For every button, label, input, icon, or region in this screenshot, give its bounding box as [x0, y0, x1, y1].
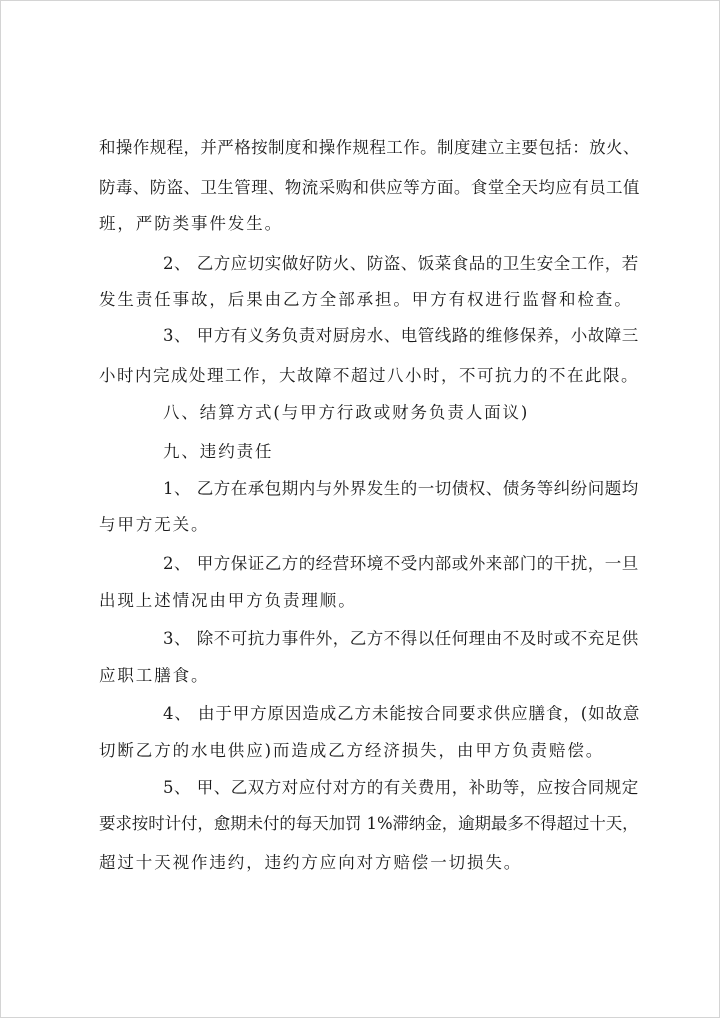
text-line: 3、 除不可抗力事件外，乙方不得以任何理由不及时或不充足供: [163, 629, 639, 648]
text-line: 切断乙方的水电供应)而造成乙方经济损失，由甲方负责赔偿。: [99, 741, 605, 760]
text-line: 2、 甲方保证乙方的经营环境不受内部或外来部门的干扰，一旦: [163, 554, 639, 573]
text-line: 1、 乙方在承包期内与外界发生的一切债权、债务等纠纷问题均: [163, 479, 639, 498]
text-line: 5、 甲、乙双方对应付对方的有关费用，补助等，应按合同规定: [163, 778, 639, 797]
text-line: 3、 甲方有义务负责对厨房水、电管线路的维修保养，小故障三: [163, 326, 639, 345]
text-line: 和操作规程，并严格按制度和操作规程工作。制度建立主要包括：放火、: [99, 138, 640, 157]
text-line: 4、 由于甲方原因造成乙方未能按合同要求供应膳食，(如故意: [163, 704, 641, 723]
text-line: 小时内完成处理工作，大故障不超过八小时，不可抗力的不在此限。: [99, 366, 639, 385]
text-line: 应职工膳食。: [99, 666, 210, 685]
section-heading: 八、结算方式(与甲方行政或财务负责人面议): [163, 403, 530, 422]
text-line: 超过十天视作违约，违约方应向对方赔偿一切损失。: [99, 853, 523, 872]
text-line: 出现上述情况由甲方负责理顺。: [99, 591, 357, 610]
text-line: 防毒、防盗、卫生管理、物流采购和供应等方面。食堂全天均应有员工值: [99, 178, 640, 197]
text-line: 要求按时计付，愈期未付的每天加罚 1%滞纳金，逾期最多不得超过十天，: [99, 814, 639, 833]
text-line: 发生责任事故，后果由乙方全部承担。甲方有权进行监督和检查。: [99, 290, 633, 309]
section-heading: 九、违约责任: [163, 442, 274, 461]
text-line: 班，严防类事件发生。: [99, 214, 283, 233]
text-line: 与甲方无关。: [99, 515, 210, 534]
text-line: 2、 乙方应切实做好防火、防盗、饭菜食品的卫生安全工作，若: [163, 254, 639, 273]
